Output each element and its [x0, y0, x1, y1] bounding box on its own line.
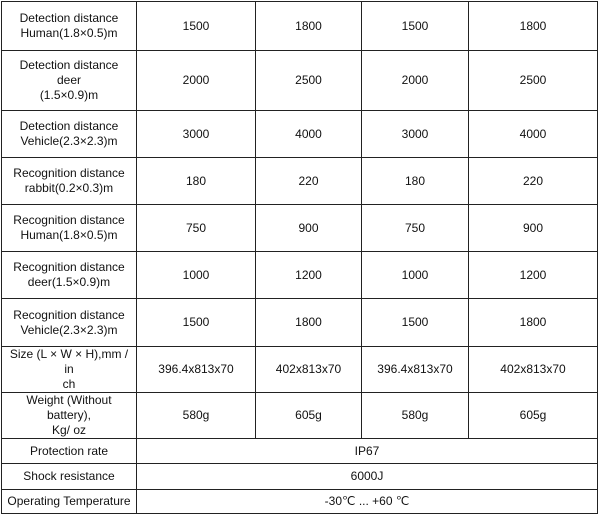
table-cell: 1800 [256, 2, 362, 51]
row-label: Weight (Without battery), Kg/ oz [2, 393, 137, 439]
table-cell: 180 [137, 158, 256, 205]
table-row [2, 205, 598, 252]
table-cell: 900 [256, 205, 362, 252]
row-label: Size (L × W × H),mm / in ch [2, 347, 137, 393]
table-cell: 2000 [137, 51, 256, 111]
row-label: Recognition distance Vehicle(2.3×2.3)m [2, 299, 137, 347]
table-cell: 1500 [362, 299, 469, 347]
table-cell: 1800 [469, 299, 598, 347]
table-cell: 4000 [256, 111, 362, 158]
table-row [2, 490, 598, 514]
row-label: Operating Temperature [2, 490, 137, 514]
merged-cell: 6000J [137, 464, 598, 490]
table-cell: 1000 [137, 252, 256, 299]
table-cell: 402x813x70 [469, 347, 598, 393]
table-cell: 396.4x813x70 [137, 347, 256, 393]
table-cell: 4000 [469, 111, 598, 158]
merged-cell: IP67 [137, 439, 598, 464]
table-cell: 580g [137, 393, 256, 439]
table-row [2, 252, 598, 299]
table-row [2, 347, 598, 393]
table-cell: 605g [469, 393, 598, 439]
table-row [2, 51, 598, 111]
table-row [2, 158, 598, 205]
table-cell: 180 [362, 158, 469, 205]
table-cell: 750 [362, 205, 469, 252]
table-cell: 580g [362, 393, 469, 439]
table-cell: 2500 [256, 51, 362, 111]
table-cell: 1000 [362, 252, 469, 299]
row-label: Detection distance Human(1.8×0.5)m [2, 2, 137, 51]
table-cell: 402x813x70 [256, 347, 362, 393]
table-cell: 1500 [137, 299, 256, 347]
row-label: Protection rate [2, 439, 137, 464]
row-label: Shock resistance [2, 464, 137, 490]
row-label: Detection distance Vehicle(2.3×2.3)m [2, 111, 137, 158]
table-cell: 3000 [362, 111, 469, 158]
table-cell: 1200 [469, 252, 598, 299]
table-row [2, 2, 598, 51]
table-cell: 1500 [137, 2, 256, 51]
row-label: Recognition distance rabbit(0.2×0.3)m [2, 158, 137, 205]
table-cell: 605g [256, 393, 362, 439]
spec-table [1, 1, 598, 514]
table-row [2, 439, 598, 464]
table-cell: 900 [469, 205, 598, 252]
table-cell: 220 [469, 158, 598, 205]
table-cell: 1800 [469, 2, 598, 51]
merged-cell: -30℃ ... +60 ℃ [137, 490, 598, 514]
table-cell: 1500 [362, 2, 469, 51]
table-row [2, 111, 598, 158]
table-cell: 1800 [256, 299, 362, 347]
table-cell: 750 [137, 205, 256, 252]
row-label: Detection distance deer (1.5×0.9)m [2, 51, 137, 111]
table-cell: 1200 [256, 252, 362, 299]
table-cell: 2000 [362, 51, 469, 111]
table-cell: 396.4x813x70 [362, 347, 469, 393]
table-row [2, 393, 598, 439]
table-row [2, 464, 598, 490]
table-cell: 3000 [137, 111, 256, 158]
table-cell: 220 [256, 158, 362, 205]
table-row [2, 299, 598, 347]
table-cell: 2500 [469, 51, 598, 111]
row-label: Recognition distance Human(1.8×0.5)m [2, 205, 137, 252]
row-label: Recognition distance deer(1.5×0.9)m [2, 252, 137, 299]
